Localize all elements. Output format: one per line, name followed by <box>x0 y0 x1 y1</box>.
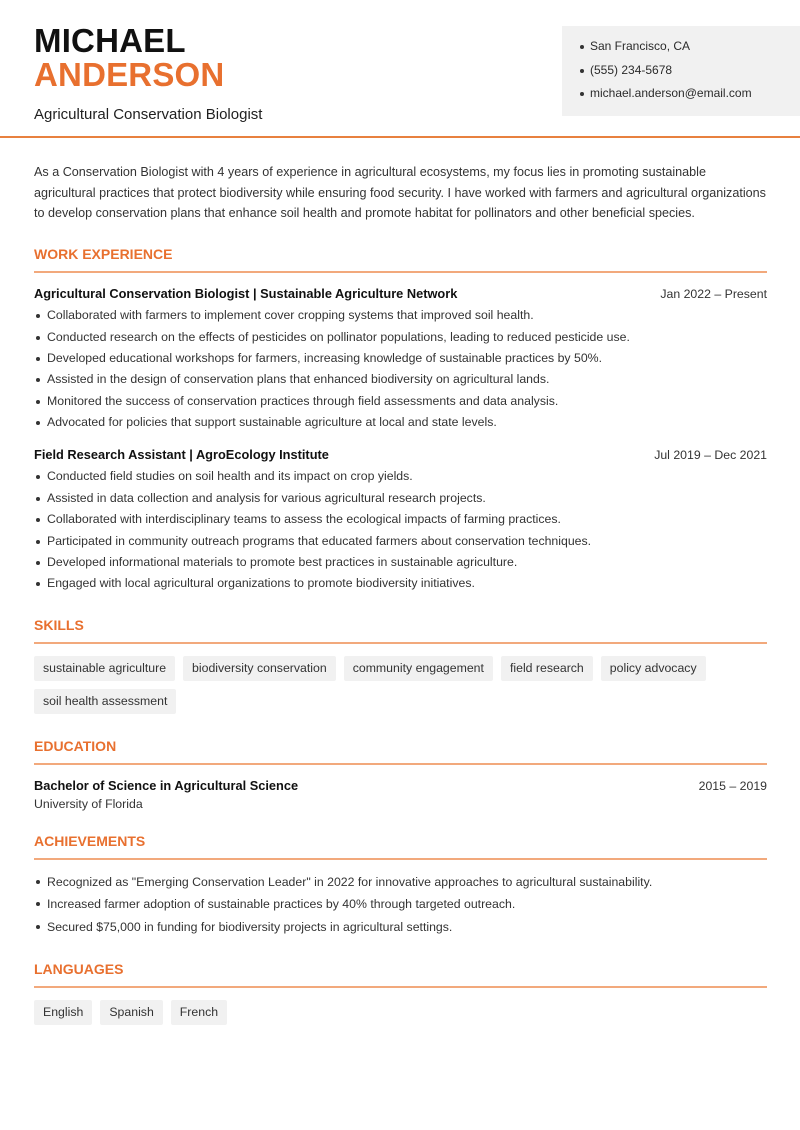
job-entry <box>34 286 767 433</box>
contact-phone <box>580 63 800 87</box>
section-title-achievements: ACHIEVEMENTS <box>34 833 767 860</box>
achievement-item: Secured $75,000 in funding for biodiversity projects in agricultural settings. <box>34 916 767 939</box>
language-chip: English <box>34 1000 92 1025</box>
first-name: MICHAEL <box>34 22 186 59</box>
section-title-work: WORK EXPERIENCE <box>34 246 767 273</box>
contact-email-text: michael.anderson@email.com <box>590 86 752 100</box>
skills-section <box>34 617 767 714</box>
section-title-languages: LANGUAGES <box>34 961 767 988</box>
education-header <box>34 778 767 793</box>
job-bullet: Monitored the success of conservation practices through field assessments and data analysis. <box>34 391 767 412</box>
achievement-item: Increased farmer adoption of sustainable practices by 40% through targeted outreach. <box>34 893 767 916</box>
skill-chip: biodiversity conservation <box>183 656 336 681</box>
job-bullet: Conducted research on the effects of pesticides on pollinator populations, leading to reduced pesticide use. <box>34 327 767 348</box>
language-chip: French <box>171 1000 227 1025</box>
skills-list <box>34 656 767 714</box>
school: University of Florida <box>34 796 143 811</box>
resume-body <box>34 162 767 1025</box>
job-dates: Jan 2022 – Present <box>660 287 767 302</box>
bullet-icon <box>580 45 584 49</box>
skill-chip: sustainable agriculture <box>34 656 175 681</box>
resume-header <box>0 0 800 138</box>
contact-location <box>580 39 800 63</box>
achievement-item: Recognized as "Emerging Conservation Leader" in 2022 for innovative approaches to agricultural sustainability. <box>34 871 767 894</box>
job-header <box>34 447 767 462</box>
bullet-icon <box>580 69 584 73</box>
contact-box <box>562 26 800 116</box>
job-entry <box>34 447 767 594</box>
degree: Bachelor of Science in Agricultural Science <box>34 777 299 793</box>
contact-email <box>580 86 800 110</box>
job-role: Agricultural Conservation Biologist | Sustainable Agriculture Network <box>34 286 458 302</box>
contact-location-text: San Francisco, CA <box>590 39 691 53</box>
job-bullet: Advocated for policies that support sustainable agriculture at local and state levels. <box>34 412 767 433</box>
job-bullets <box>34 305 767 433</box>
job-bullet: Participated in community outreach programs that educated farmers about conservation techniques. <box>34 531 767 552</box>
section-title-skills: SKILLS <box>34 617 767 644</box>
education-section <box>34 738 767 811</box>
job-bullet: Collaborated with interdisciplinary teams to assess the ecological impacts of farming practices. <box>34 509 767 530</box>
bullet-icon <box>580 92 584 96</box>
job-bullet: Conducted field studies on soil health and its impact on crop yields. <box>34 466 767 487</box>
achievements-list <box>34 871 767 939</box>
section-title-education: EDUCATION <box>34 738 767 765</box>
last-name: ANDERSON <box>34 56 225 93</box>
skill-chip: soil health assessment <box>34 689 176 714</box>
languages-section <box>34 961 767 1025</box>
job-bullet: Engaged with local agricultural organizations to promote biodiversity initiatives. <box>34 573 767 594</box>
achievements-section <box>34 833 767 939</box>
skill-chip: field research <box>501 656 593 681</box>
education-entry <box>34 778 767 811</box>
job-role: Field Research Assistant | AgroEcology Institute <box>34 447 329 463</box>
skill-chip: community engagement <box>344 656 493 681</box>
contact-phone-text: (555) 234-5678 <box>590 62 673 77</box>
education-dates: 2015 – 2019 <box>698 778 767 793</box>
name-block <box>34 24 262 123</box>
job-bullet: Assisted in the design of conservation plans that enhanced biodiversity on agricultural lands. <box>34 369 767 390</box>
job-title: Agricultural Conservation Biologist <box>34 106 263 123</box>
job-bullet: Collaborated with farmers to implement cover cropping systems that improved soil health. <box>34 305 767 326</box>
job-bullet: Developed educational workshops for farmers, increasing knowledge of sustainable practices by 50%. <box>34 348 767 369</box>
work-section <box>34 246 767 595</box>
languages-list <box>34 1000 767 1025</box>
summary: As a Conservation Biologist with 4 years of experience in agricultural ecosystems, my focus lies in promoting sustainable agricultural practices that protect biodiversity while ensuring food security. I have worked with farmers and agricultural organizations to develop conservation plans that enhance soil health and promote habitat for pollinators and other beneficial species. <box>34 165 766 221</box>
job-bullet: Developed informational materials to promote best practices in sustainable agriculture. <box>34 552 767 573</box>
job-dates: Jul 2019 – Dec 2021 <box>654 448 767 463</box>
skill-chip: policy advocacy <box>601 656 706 681</box>
job-bullet: Assisted in data collection and analysis for various agricultural research projects. <box>34 488 767 509</box>
language-chip: Spanish <box>100 1000 162 1025</box>
job-bullets <box>34 466 767 594</box>
job-header <box>34 286 767 301</box>
